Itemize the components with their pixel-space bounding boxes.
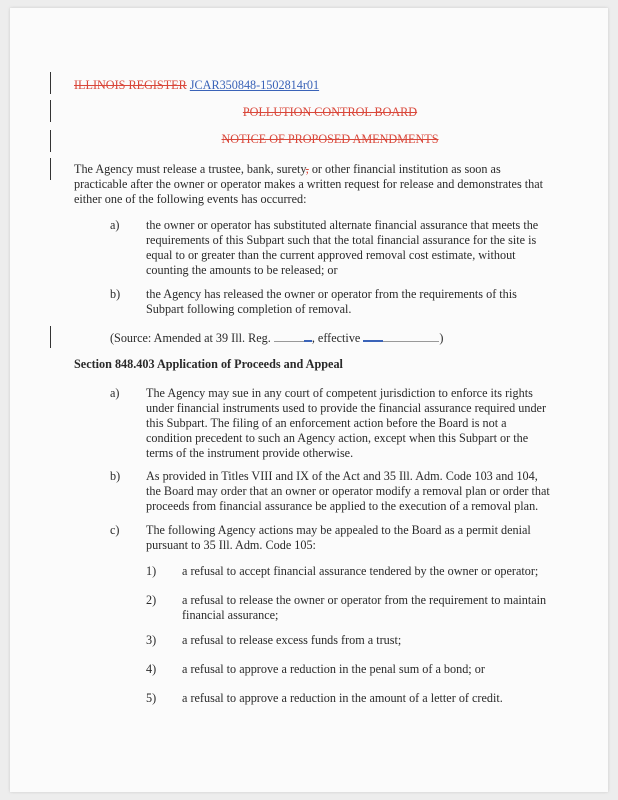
subitem-label: 3)	[146, 633, 157, 647]
notice-title: NOTICE OF PROPOSED AMENDMENTS	[221, 132, 439, 146]
subitem-text: a refusal to release the owner or operator from the requirement to maintain financial assurance;	[182, 593, 547, 622]
revision-bar	[50, 158, 51, 180]
blank-field	[304, 329, 312, 342]
intro-line: practicable after the owner or operator makes a written request for release and demonstrates that	[74, 177, 544, 191]
blank-field	[274, 330, 304, 342]
register-line	[74, 78, 319, 93]
item-text: The following Agency actions may be appealed to the Board as a permit denial pursuant to 35 Ill. Adm. Code 105:	[146, 523, 531, 552]
event-label: b)	[110, 287, 121, 301]
event-label: a)	[110, 218, 120, 232]
intro-paragraph	[74, 162, 604, 207]
item-label: c)	[110, 523, 120, 537]
blank-field	[383, 330, 439, 342]
event-text: the owner or operator has substituted alternate financial assurance that meets the requirements of this Subpart such that the total financial assurance for the site is equal to or greater than the current approved removal cost estimate, without counting the amounts to be released; or	[146, 218, 539, 277]
intro-line: The Agency must release a trustee, bank, surety, or other financial institution as soon as	[74, 162, 501, 176]
document-page	[10, 8, 608, 792]
revision-bar	[50, 72, 51, 94]
subitem-text: a refusal to release excess funds from a trust;	[182, 633, 402, 647]
subitem-label: 1)	[146, 564, 157, 578]
board-title: POLLUTION CONTROL BOARD	[242, 105, 418, 119]
event-text: the Agency has released the owner or operator from the requirements of this Subpart following completion of removal.	[146, 287, 517, 316]
item-text: As provided in Titles VIII and IX of the Act and 35 Ill. Adm. Code 103 and 104, the Board may order that an owner or operator modify a removal plan or order that proceeds from financial assurance be applied to the execution of a removal plan.	[146, 469, 550, 513]
subitem-text: a refusal to approve a reduction in the penal sum of a bond; or	[182, 662, 485, 676]
item-text: The Agency may sue in any court of competent jurisdiction to enforce its rights under financial instruments used to provide the financial assurance required under this Subpart. The filing of an enforcement action before the Board is not a condition precedent to such an Agency action, except when this Subpart or the terms of the instrument provide otherwise.	[146, 386, 547, 460]
item-label: a)	[110, 386, 120, 400]
subitem-text: a refusal to approve a reduction in the amount of a letter of credit.	[182, 691, 503, 705]
subitem-label: 2)	[146, 593, 157, 607]
blank-field	[363, 329, 383, 342]
section-heading: Section 848.403 Application of Proceeds and Appeal	[74, 357, 343, 371]
item-label: b)	[110, 469, 121, 483]
subitem-label: 4)	[146, 662, 157, 676]
register-deleted: ILLINOIS REGISTER	[74, 78, 187, 92]
source-note: (Source: Amended at 39 Ill. Reg. , effective )	[110, 331, 444, 345]
intro-line: either one of the following events has occurred:	[74, 192, 307, 206]
register-inserted: JCAR350848-1502814r01	[189, 78, 320, 92]
revision-bar	[50, 100, 51, 122]
subitem-text: a refusal to accept financial assurance tendered by the owner or operator;	[182, 564, 539, 578]
subitem-label: 5)	[146, 691, 157, 705]
revision-bar	[50, 130, 51, 152]
revision-bar	[50, 326, 51, 348]
